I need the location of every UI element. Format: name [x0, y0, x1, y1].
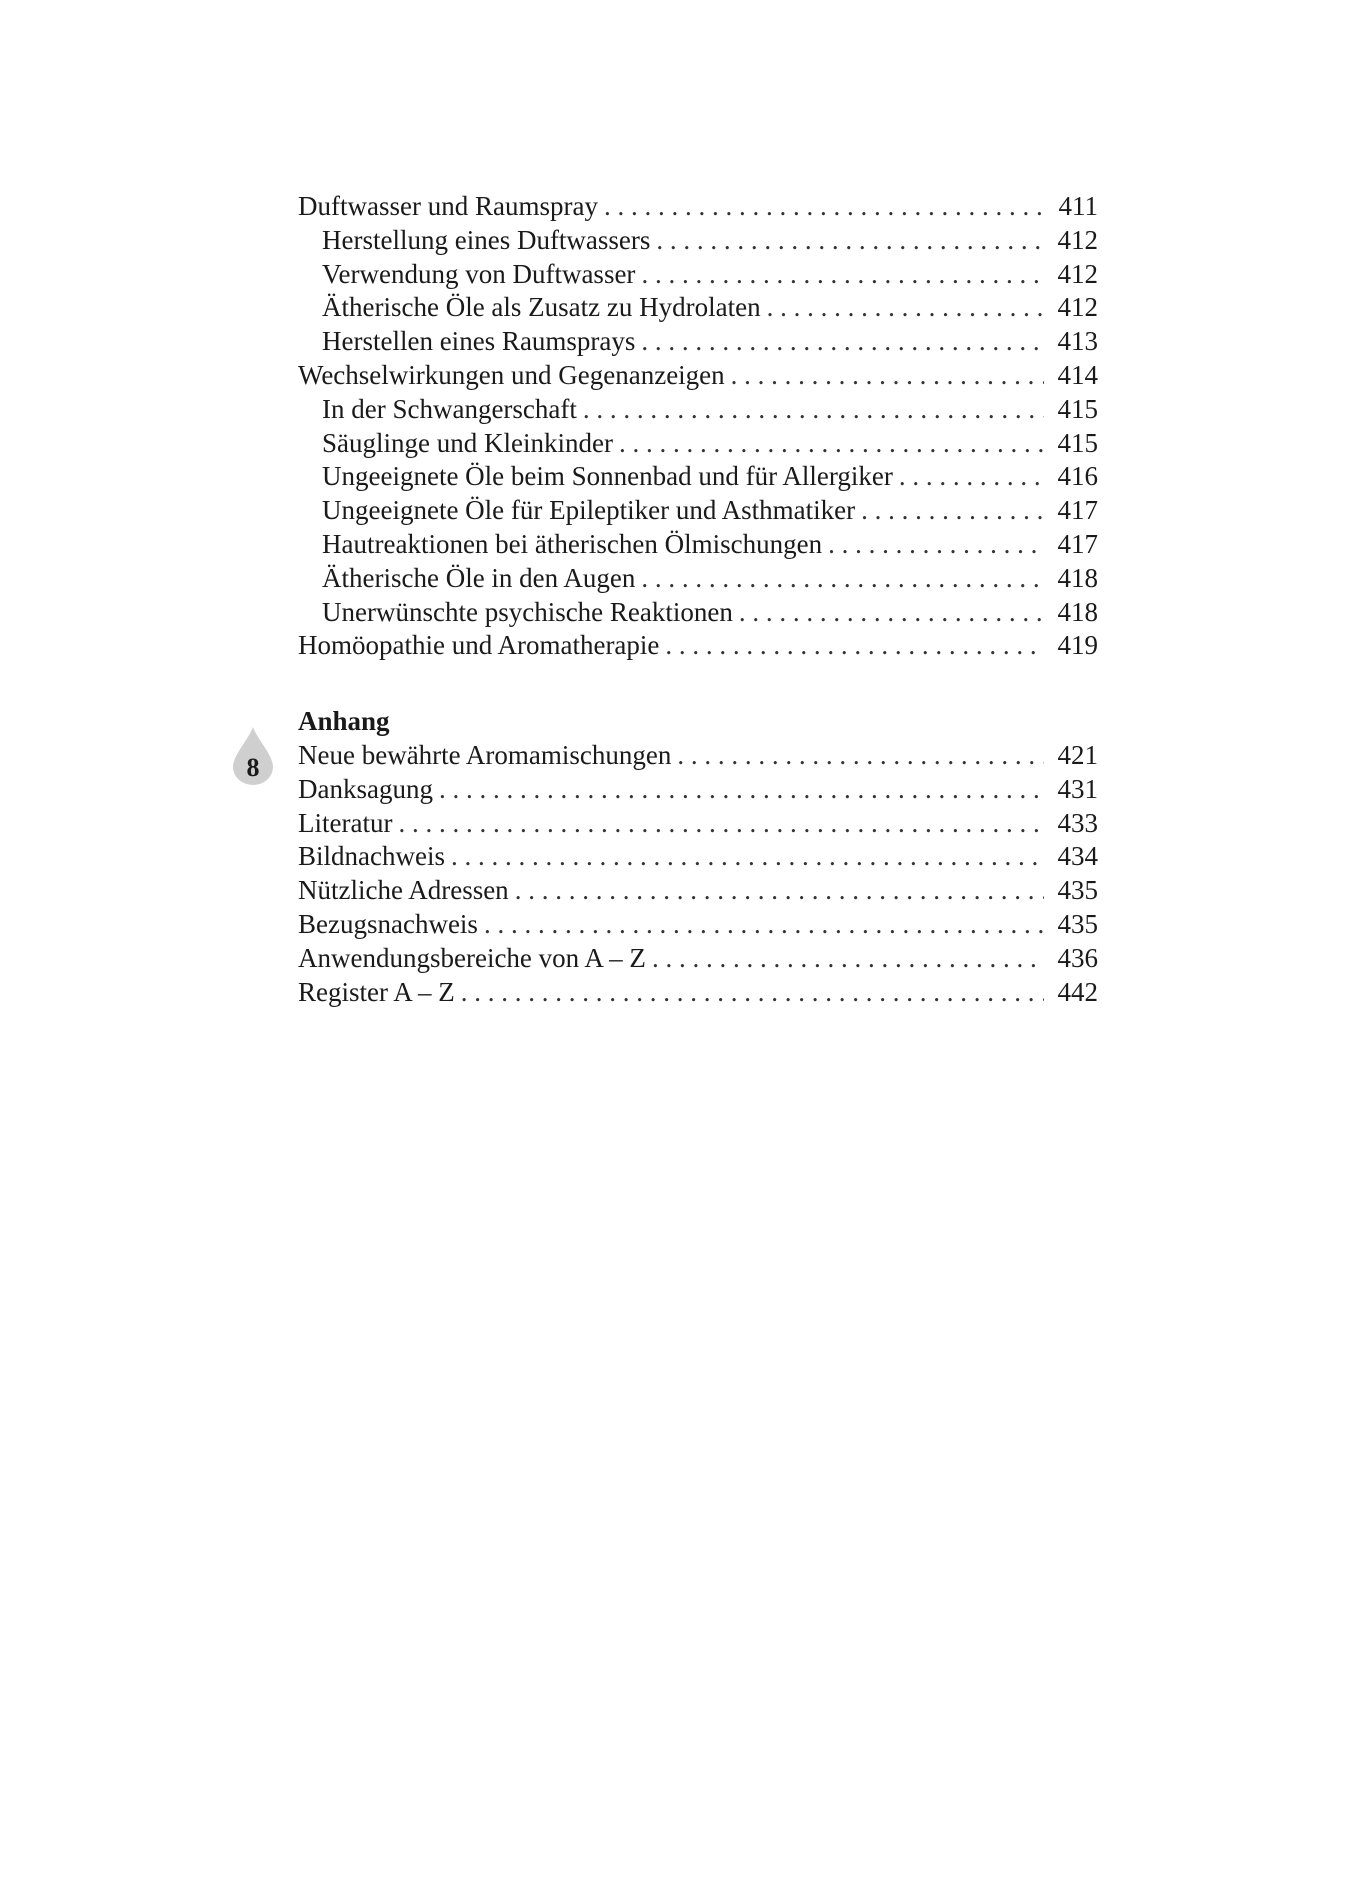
- toc-entry: [298, 739, 1098, 773]
- toc-entry: [298, 359, 1098, 393]
- toc-entry-title: Herstellen eines Raumsprays: [322, 326, 636, 357]
- toc-entry-page: 412: [1057, 224, 1098, 255]
- chapter-number: 8: [246, 753, 260, 783]
- toc-entry-title: Literatur: [298, 807, 393, 838]
- dot-leader: [604, 190, 1044, 224]
- toc-entry: [298, 562, 1098, 596]
- toc-entry-title: Säuglinge und Kleinkinder: [322, 427, 613, 458]
- toc-entry-title: Ätherische Öle in den Augen: [322, 562, 636, 593]
- toc-entry-title: Bildnachweis: [298, 841, 445, 872]
- dot-leader: [619, 427, 1044, 461]
- toc-entry-page: 415: [1057, 393, 1098, 424]
- toc-entry-title: Ungeeignete Öle für Epileptiker und Asthmatiker: [322, 495, 856, 526]
- dot-leader: [652, 942, 1044, 976]
- toc-entry-page: 418: [1057, 596, 1098, 627]
- dot-leader: [739, 596, 1044, 630]
- toc-entry-page: 412: [1057, 292, 1098, 323]
- section-spacer: [298, 663, 1098, 705]
- toc-entry-title: Neue bewährte Aromamischungen: [298, 739, 672, 770]
- toc-entry-title: Nützliche Adressen: [298, 875, 509, 906]
- dot-leader: [439, 773, 1044, 807]
- toc-entry-page: 431: [1057, 773, 1098, 804]
- toc-entry-page: 417: [1057, 528, 1098, 559]
- toc-entry: [298, 427, 1098, 461]
- toc-entry: [298, 258, 1098, 292]
- dot-leader: [828, 528, 1044, 562]
- toc-entry-page: 435: [1057, 908, 1098, 939]
- toc-entry-page: 434: [1057, 841, 1098, 872]
- toc-entry: [298, 908, 1098, 942]
- toc-entry: [298, 460, 1098, 494]
- toc-entry-page: 417: [1057, 495, 1098, 526]
- toc-entry-page: 419: [1057, 630, 1098, 661]
- dot-leader: [677, 739, 1044, 773]
- toc-entry-page: 433: [1057, 807, 1098, 838]
- toc-entry-page: 416: [1057, 461, 1098, 492]
- dot-leader: [583, 393, 1044, 427]
- toc-entry-page: 436: [1057, 942, 1098, 973]
- toc-entry: [298, 596, 1098, 630]
- toc-entry: [298, 629, 1098, 663]
- toc-entry: [298, 942, 1098, 976]
- toc-section-continuation: [298, 190, 1098, 663]
- toc-entry-title: Ätherische Öle als Zusatz zu Hydrolaten: [322, 292, 761, 323]
- toc-entry-page: 435: [1057, 875, 1098, 906]
- chapter-marker: [231, 725, 275, 787]
- dot-leader: [641, 562, 1044, 596]
- toc-entry-title: Homöopathie und Aromatherapie: [298, 630, 660, 661]
- toc-entry-title: Herstellung eines Duftwassers: [322, 224, 651, 255]
- toc-entry-page: 421: [1057, 739, 1098, 770]
- appendix-heading: Anhang: [298, 706, 390, 737]
- toc-entry-page: 414: [1057, 359, 1098, 390]
- toc-entry: [298, 393, 1098, 427]
- toc-entry-page: 415: [1057, 427, 1098, 458]
- toc-entry: [298, 874, 1098, 908]
- toc-entry-title: Bezugsnachweis: [298, 908, 478, 939]
- dot-leader: [641, 325, 1044, 359]
- toc-entry-page: 411: [1058, 191, 1098, 221]
- toc-entry: [298, 807, 1098, 841]
- toc-entry-page: 412: [1057, 258, 1098, 289]
- dot-leader: [484, 908, 1044, 942]
- toc-entry-title: Register A – Z: [298, 976, 455, 1007]
- toc-entry: [298, 976, 1098, 1010]
- dot-leader: [641, 258, 1044, 292]
- toc-entry: [298, 773, 1098, 807]
- dot-leader: [461, 976, 1044, 1010]
- dot-leader: [861, 494, 1044, 528]
- toc-entry-title: Hautreaktionen bei ätherischen Ölmischungen: [322, 528, 823, 559]
- dot-leader: [451, 840, 1044, 874]
- dot-leader: [665, 629, 1044, 663]
- table-of-contents: [246, 190, 1098, 1009]
- dot-leader: [515, 874, 1044, 908]
- toc-entry: [298, 325, 1098, 359]
- toc-entry-title: Unerwünschte psychische Reaktionen: [322, 596, 733, 627]
- dot-leader: [398, 807, 1044, 841]
- toc-entry-title: Danksagung: [298, 773, 433, 804]
- toc-entry: [298, 190, 1098, 224]
- dot-leader: [656, 224, 1044, 258]
- toc-entry-title: Anwendungsbereiche von A – Z: [298, 942, 646, 973]
- dot-leader: [731, 359, 1044, 393]
- toc-entry: [298, 291, 1098, 325]
- toc-entry-page: 413: [1057, 326, 1098, 357]
- toc-entry-page: 418: [1057, 562, 1098, 593]
- toc-entry-page: 442: [1057, 976, 1098, 1007]
- toc-entry-title: Duftwasser und Raumspray: [298, 191, 598, 221]
- toc-entry-title: Wechselwirkungen und Gegenanzeigen: [298, 359, 725, 390]
- dot-leader: [767, 291, 1044, 325]
- dot-leader: [899, 460, 1044, 494]
- toc-entry: [298, 528, 1098, 562]
- toc-entry: [298, 840, 1098, 874]
- toc-entry-title: Ungeeignete Öle beim Sonnenbad und für Allergiker: [322, 461, 893, 492]
- toc-appendix-entries: [298, 739, 1098, 1009]
- toc-entry: [298, 224, 1098, 258]
- toc-entry-title: In der Schwangerschaft: [322, 393, 577, 424]
- toc-entry: [298, 494, 1098, 528]
- toc-entry-title: Verwendung von Duftwasser: [322, 258, 636, 289]
